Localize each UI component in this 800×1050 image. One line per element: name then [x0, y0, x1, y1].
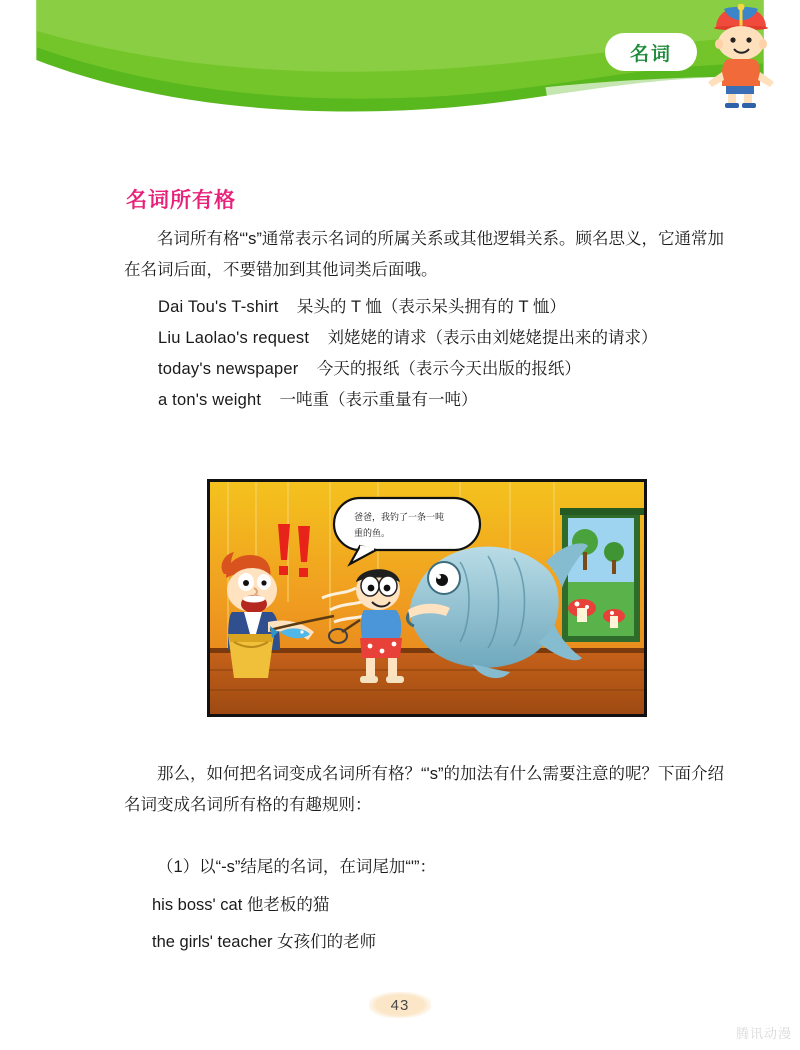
- boy-mascot-icon: [700, 4, 782, 108]
- list-item: [158, 385, 778, 416]
- intro-paragraph-text: 名词所有格“'s”通常表示名词的所属关系或其他逻辑关系。顾名思义，它通常加在名词后面，不要错加到其他词类后面哦。: [124, 230, 724, 279]
- chapter-chip: [605, 33, 697, 71]
- list-item: [158, 354, 778, 385]
- page-header: [0, 0, 800, 132]
- example-list: [158, 292, 778, 416]
- intro-paragraph: [124, 224, 724, 286]
- list-item: the girls' teacher 女孩们的老师: [152, 933, 377, 951]
- example-chinese: 今天的报纸（表示今天出版的报纸）: [316, 360, 581, 378]
- list-item: [158, 323, 778, 354]
- speech-bubble-line2: 重的鱼。: [354, 528, 391, 538]
- question-paragraph: [124, 759, 724, 821]
- example-chinese: 刘姥姥的请求（表示由刘姥姥提出来的请求）: [327, 329, 658, 347]
- list-item: [158, 292, 778, 323]
- example-english: Liu Laolao's request: [158, 329, 310, 347]
- rule-paragraph-text: （1）以“-s”结尾的名词，在词尾加“'”：: [157, 858, 437, 876]
- page-number: 43: [390, 996, 410, 1014]
- section-title: 名词所有格: [126, 189, 236, 212]
- question-paragraph-text: 那么，如何把名词变成名词所有格？“'s”的加法有什么需要注意的呢？下面介绍名词变成名词所有格的有趣规则：: [124, 765, 724, 814]
- rule-paragraph: [124, 852, 724, 883]
- example-chinese: 一吨重（表示重量有一吨）: [279, 391, 478, 409]
- example-english: today's newspaper: [158, 360, 299, 378]
- speech-bubble-line1: 爸爸，我钓了一条一吨: [354, 512, 445, 522]
- example-english: a ton's weight: [158, 391, 262, 409]
- watermark: 腾讯动漫: [735, 1026, 792, 1041]
- example-english: Dai Tou's T-shirt: [158, 298, 279, 316]
- comic-illustration-fishing: [207, 479, 647, 717]
- rule-example-list: [152, 887, 376, 961]
- list-item: his boss' cat 他老板的猫: [152, 896, 330, 914]
- example-chinese: 呆头的 T 恤（表示呆头拥有的 T 恤）: [296, 298, 566, 316]
- page-footer: [0, 992, 800, 1018]
- chapter-chip-label: 名词: [629, 43, 672, 65]
- page-number-badge: [369, 992, 431, 1018]
